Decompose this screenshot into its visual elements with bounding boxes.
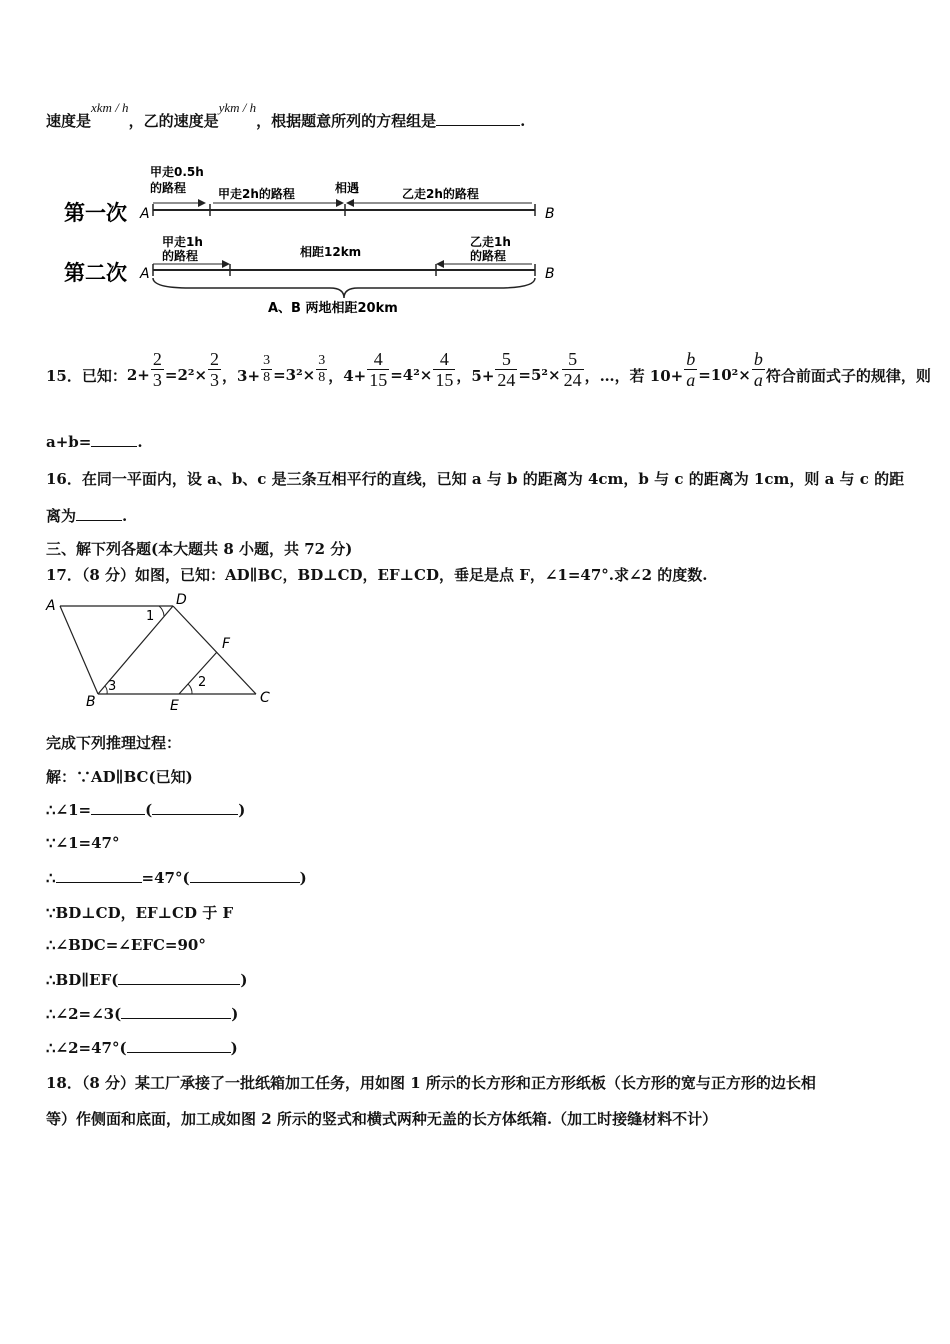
denominator: 24 — [563, 369, 582, 390]
q14-text: 速度是 — [46, 112, 92, 130]
q18-line1: 18．（8 分）某工厂承接了一批纸箱加工任务，用如图 1 所示的长方形和正方形纸板（长方形的宽与正方形的边长相 — [46, 1074, 816, 1092]
proof-text: ∴BD∥EF( — [46, 971, 119, 989]
numerator: 5 — [501, 348, 511, 369]
proof-text: ) — [299, 869, 307, 887]
unit-y: ykm / h — [218, 100, 257, 115]
answer-blank[interactable] — [91, 432, 137, 447]
q15-text: =2²× — [164, 366, 208, 384]
seg-label: 甲走2h的路程 — [218, 187, 295, 201]
seg-label: 的路程 — [162, 249, 199, 263]
denominator: 15 — [369, 369, 388, 390]
proof-text: ∴∠1= — [46, 801, 92, 819]
proof-step-3: ∵∠1=47° — [46, 834, 120, 852]
arrow-head — [336, 199, 344, 207]
answer-blank[interactable] — [76, 506, 122, 521]
denominator: 3 — [210, 369, 220, 390]
q17-intro: 完成下列推理过程： — [46, 734, 182, 752]
numerator: b — [753, 348, 763, 369]
numerator: 3 — [263, 352, 271, 368]
fraction — [433, 349, 455, 390]
numerator: 4 — [373, 348, 383, 369]
proof-text: ) — [231, 1005, 239, 1023]
denominator: 24 — [497, 369, 516, 390]
q16-text: 离为 — [46, 507, 77, 525]
fraction — [316, 353, 327, 386]
fraction — [752, 349, 765, 390]
denominator: a — [686, 369, 696, 390]
seg-label: 乙走2h的路程 — [402, 187, 479, 201]
fraction — [367, 349, 389, 390]
proof-text: ∴∠2=47°( — [46, 1039, 127, 1057]
q16-line1: 16．在同一平面内，设 a、b、c 是三条互相平行的直线，已知 a 与 b 的距离为 4cm，b 与 c 的距离为 1cm，则 a 与 c 的距 — [46, 470, 905, 488]
q15-text: =10²× — [698, 366, 751, 384]
fraction — [151, 349, 164, 390]
label-c: C — [260, 690, 270, 706]
seg-label: 相遇 — [335, 181, 360, 195]
seg-label: 的路程 — [470, 249, 507, 263]
q15-text: ，4+ — [328, 366, 367, 385]
total-label: A、B 两地相距20km — [268, 301, 398, 316]
proof-step-2 — [46, 800, 245, 819]
seg-label: 乙走1h — [470, 235, 511, 249]
fraction — [261, 353, 272, 386]
numerator: 2 — [152, 348, 162, 369]
arrow-head — [222, 260, 230, 268]
seg-label: 甲走1h — [162, 235, 203, 249]
segment-dc — [173, 606, 256, 694]
total-brace — [153, 278, 535, 298]
label-a: A — [46, 598, 56, 614]
arrow-head — [198, 199, 206, 207]
proof-text: ) — [230, 1039, 238, 1057]
fraction — [495, 349, 517, 390]
q14-text: . — [520, 112, 526, 130]
second-label: 第二次 — [64, 261, 127, 285]
proof-text: ( — [145, 801, 153, 819]
proof-step-4 — [46, 868, 307, 887]
label-d: D — [176, 592, 187, 608]
q15-text: 2+ — [126, 366, 150, 384]
denominator: 15 — [435, 369, 454, 390]
travel-diagram — [50, 160, 570, 325]
point-a-label: A — [140, 206, 150, 222]
label-angle2: 2 — [198, 675, 207, 690]
proof-text: ) — [238, 801, 246, 819]
proof-step-1: 解：∵AD∥BC(已知) — [46, 768, 193, 786]
arrow-head — [346, 199, 354, 207]
point-b-label: B — [545, 266, 555, 282]
unit-x: xkm / h — [91, 100, 129, 115]
reason-blank[interactable] — [152, 800, 238, 815]
section-title: 三、解下列各题(本大题共 8 小题，共 72 分) — [46, 540, 353, 558]
arrow-head — [436, 260, 444, 268]
denominator: 3 — [152, 369, 162, 390]
denominator: 8 — [318, 369, 326, 385]
q17-stem: 17．（8 分）如图，已知：AD∥BC，BD⊥CD，EF⊥CD，垂足是点 F，∠1=47°.求∠2 的度数. — [46, 566, 708, 584]
fraction — [208, 349, 221, 390]
reason-blank[interactable] — [127, 1038, 231, 1053]
q16-line2 — [46, 505, 127, 526]
reason-blank[interactable] — [190, 868, 300, 883]
label-b: B — [86, 694, 96, 710]
angle1-arc — [159, 606, 164, 616]
seg-label: 的路程 — [150, 181, 187, 195]
proof-text: ∴∠2=∠3( — [46, 1005, 122, 1023]
denominator: a — [753, 369, 763, 390]
proof-text: ∴ — [46, 869, 56, 887]
fraction — [684, 349, 697, 390]
point-a-label: A — [140, 266, 150, 282]
answer-blank[interactable] — [91, 800, 145, 815]
label-angle1: 1 — [146, 609, 155, 624]
q16-text: . — [122, 507, 128, 525]
numerator: 2 — [210, 348, 220, 369]
angle3-arc — [105, 686, 107, 694]
reason-blank[interactable] — [121, 1004, 231, 1019]
seg-label: 甲走0.5h — [150, 165, 204, 179]
proof-text: ) — [240, 971, 248, 989]
q15-text: ，…，若 10+ — [584, 366, 684, 385]
point-b-label: B — [545, 206, 555, 222]
label-e: E — [170, 698, 179, 714]
q14-line — [46, 100, 526, 131]
proof-step-5: ∵BD⊥CD，EF⊥CD 于 F — [46, 904, 234, 922]
q15-text: =5²× — [518, 366, 561, 384]
q15-text: =3²× — [273, 366, 316, 384]
reason-blank[interactable] — [118, 970, 240, 985]
segment-ab — [60, 606, 98, 694]
answer-blank[interactable] — [56, 868, 142, 883]
q18-line2: 等）作侧面和底面，加工成如图 2 所示的竖式和横式两种无盖的长方体纸箱.（加工时接缝材料不计） — [46, 1110, 718, 1128]
numerator: 5 — [568, 348, 578, 369]
angle2-arc — [188, 684, 192, 694]
numerator: 4 — [439, 348, 449, 369]
numerator: b — [686, 348, 696, 369]
label-f: F — [222, 636, 231, 652]
q15-line — [46, 350, 931, 400]
geometry-figure — [40, 590, 280, 715]
proof-step-6: ∴∠BDC=∠EFC=90° — [46, 936, 206, 954]
denominator: 8 — [263, 369, 271, 385]
q15-text: 符合前面式子的规律，则 — [765, 366, 931, 385]
q15-text: ，3+ — [222, 366, 261, 385]
q15-text: =4²× — [390, 366, 433, 384]
fraction — [562, 349, 584, 390]
label-angle3: 3 — [108, 679, 117, 694]
seg-label: 相距12km — [300, 245, 362, 259]
q15-text: 15．已知： — [46, 366, 127, 385]
q15-text: ，5+ — [456, 366, 495, 385]
proof-step-9 — [46, 1038, 238, 1057]
proof-step-8 — [46, 1004, 238, 1023]
q14-text: ，乙的速度是 — [128, 112, 219, 130]
proof-step-7 — [46, 970, 247, 989]
q14-text: ，根据题意所列的方程组是 — [256, 112, 437, 130]
proof-text: =47°( — [141, 869, 190, 887]
q15-text: a+b= — [46, 433, 92, 451]
first-label: 第一次 — [64, 201, 127, 225]
q15-text: . — [137, 433, 143, 451]
q15-answer-line — [46, 432, 143, 451]
answer-blank[interactable] — [436, 111, 520, 126]
numerator: 3 — [318, 352, 326, 368]
